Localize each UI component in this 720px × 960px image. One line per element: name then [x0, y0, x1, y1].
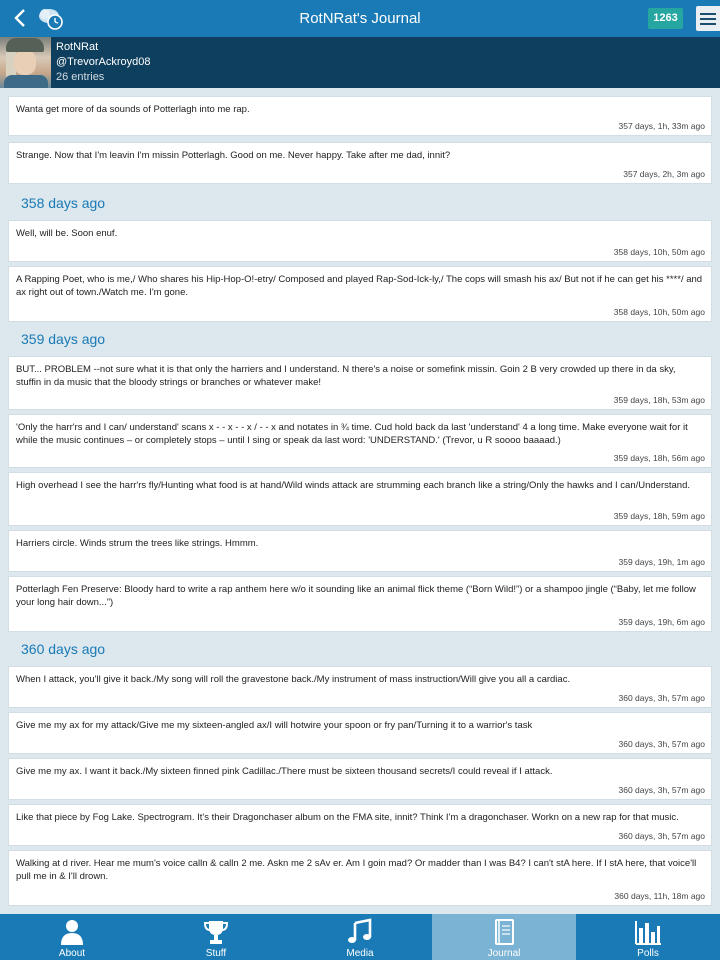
entry-timestamp: 359 days, 18h, 59m ago: [613, 511, 705, 521]
tab-label: Polls: [637, 948, 659, 959]
sync-button[interactable]: [38, 5, 64, 31]
entry-timestamp: 360 days, 3h, 57m ago: [618, 785, 705, 795]
journal-entry[interactable]: [8, 220, 712, 262]
page-title: RotNRat's Journal: [299, 10, 421, 27]
menu-button[interactable]: [696, 6, 720, 31]
tab-media[interactable]: [288, 914, 432, 960]
day-header: 358 days ago: [21, 195, 106, 211]
profile-handle: @TrevorAckroyd08: [56, 56, 151, 68]
entry-timestamp: 359 days, 19h, 6m ago: [618, 617, 705, 627]
journal-entry[interactable]: [8, 266, 712, 322]
journal-entry[interactable]: [8, 96, 712, 136]
profile-name: RotNRat: [56, 41, 99, 53]
tab-stuff[interactable]: [144, 914, 288, 960]
count-badge[interactable]: 1263: [648, 8, 683, 29]
entry-timestamp: 358 days, 10h, 50m ago: [613, 247, 705, 257]
entry-text: High overhead I see the harr'rs fly/Hunting what food is at hand/Wild winds attack are strumming each branch like a string/Only the hawks and I can/Understand.: [16, 480, 691, 491]
journal-entry[interactable]: [8, 666, 712, 708]
day-header: 359 days ago: [21, 331, 106, 347]
journal-entry[interactable]: [8, 142, 712, 184]
music-note-icon: [346, 918, 374, 946]
journal-entry[interactable]: [8, 530, 712, 572]
entry-timestamp: 359 days, 18h, 53m ago: [613, 395, 705, 405]
journal-entry[interactable]: [8, 850, 712, 906]
tab-polls[interactable]: [576, 914, 720, 960]
entry-text: 'Only the harr'rs and I can/ understand' scans x - - x - - x / - - x and notates in ¾ time. Cud hold back da last 'understand' 4 a long time. Make everyone wait for it while the music continues – or completely stops – until I sing or speak da last word: 'UNDERSTAND.' (Trevor, u R soooo baaaad.): [16, 422, 688, 446]
entry-timestamp: 357 days, 1h, 33m ago: [618, 121, 705, 131]
journal-entry[interactable]: [8, 804, 712, 846]
journal-entry[interactable]: [8, 414, 712, 468]
bar-chart-icon: [634, 918, 662, 946]
journal-entry[interactable]: [8, 356, 712, 410]
entry-text: Potterlagh Fen Preserve: Bloody hard to write a rap anthem here w/o it sounding like an animal flick theme (“Born Wild!”) or a shampoo jingle (“Baby, let me follow your long hair down...”): [16, 584, 696, 608]
tab-label: Stuff: [205, 948, 227, 959]
entry-text: Like that piece by Fog Lake. Spectrogram. It's their Dragonchaser album on the FMA site, innit? Think I'm a dragonchaser. Workn on a new rap for that music.: [16, 812, 679, 823]
entry-text: Well, will be. Soon enuf.: [16, 228, 118, 239]
entry-text: Harriers circle. Winds strum the trees like strings. Hmmm.: [16, 538, 259, 549]
tab-label: Media: [346, 948, 374, 959]
journal-entry[interactable]: [8, 472, 712, 526]
entry-text: BUT... PROBLEM --not sure what it is that only the harriers and I understand. N there's a noise or somefink missin. Goin 2 B very crowded up there in da sky, stuffin in da music that the bloody strings or branches or whatever make!: [16, 364, 676, 388]
trophy-icon: [202, 918, 230, 946]
avatar[interactable]: [0, 37, 51, 88]
journal-entry[interactable]: [8, 758, 712, 800]
notebook-icon: [490, 918, 518, 946]
entry-text: Walking at d river. Hear me mum's voice calln & calln 2 me. Askn me 2 sAv er. Am I goin mad? Or madder than I was B4? I can't stA here. If I stA here, that voice'll pull me in & I'll drown.: [16, 858, 697, 882]
entry-text: A Rapping Poet, who is me,/ Who shares his Hip-Hop-O!-etry/ Composed and played Rap-Sod-Ick-ly,/ The cops will smash his ax/ But not if he can get his ****/ and ax right out of town./Watch me. I'm gone.: [16, 274, 703, 298]
entry-text: Give me my ax for my attack/Give me my sixteen-angled ax/I will hotwire your spoon or fry pan/Turning it to a warrior's task: [16, 720, 533, 731]
entry-timestamp: 360 days, 3h, 57m ago: [618, 693, 705, 703]
back-button[interactable]: [8, 4, 32, 32]
entry-timestamp: 359 days, 19h, 1m ago: [618, 557, 705, 567]
journal-entry[interactable]: [8, 576, 712, 632]
tab-bar: [0, 914, 720, 960]
journal-entry[interactable]: [8, 712, 712, 754]
hamburger-icon: [700, 13, 716, 15]
entry-timestamp: 360 days, 3h, 57m ago: [618, 739, 705, 749]
entry-text: Give me my ax. I want it back./My sixteen finned pink Cadillac./There must be sixteen thousand secrets/I could reveal if I attack.: [16, 766, 553, 777]
entry-timestamp: 357 days, 2h, 3m ago: [623, 169, 705, 179]
entry-text: Strange. Now that I'm leavin I'm missin Potterlagh. Good on me. Never happy. Take after me dad, innit?: [16, 150, 451, 161]
entry-text: Wanta get more of da sounds of Potterlagh into me rap.: [16, 104, 250, 115]
profile-strip: [0, 37, 720, 88]
chevron-left-icon: [13, 8, 27, 28]
entry-timestamp: 360 days, 11h, 18m ago: [614, 891, 705, 901]
hamburger-icon-bar: [700, 23, 716, 25]
tab-about[interactable]: [0, 914, 144, 960]
tab-journal[interactable]: [432, 914, 576, 960]
entry-timestamp: 360 days, 3h, 57m ago: [618, 831, 705, 841]
tab-label: About: [58, 948, 86, 959]
person-icon: [58, 918, 86, 946]
tab-label: Journal: [487, 948, 521, 959]
entry-text: When I attack, you'll give it back./My song will roll the gravestone back./My instrument of mass instruction/Will give you all a cardiac.: [16, 674, 571, 685]
cloud-clock-icon: [38, 5, 64, 31]
entry-timestamp: 358 days, 10h, 50m ago: [613, 307, 705, 317]
entry-count: 26 entries: [56, 71, 105, 83]
entry-timestamp: 359 days, 18h, 56m ago: [613, 453, 705, 463]
day-header: 360 days ago: [21, 641, 106, 657]
top-bar: [0, 0, 720, 37]
hamburger-icon-bar: [700, 18, 716, 20]
